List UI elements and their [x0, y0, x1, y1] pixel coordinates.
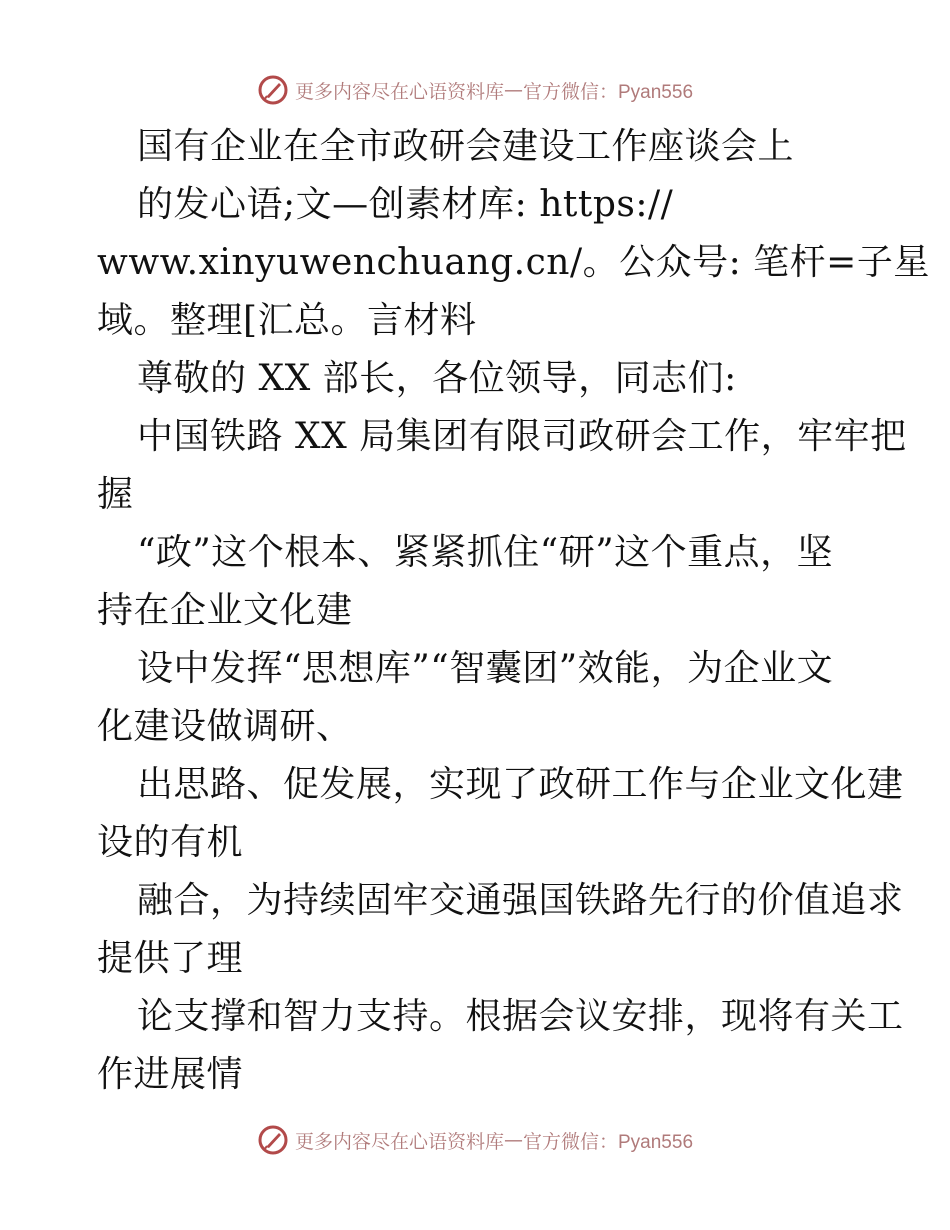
body-line: www.xinyuwenchuang.cn/。公众号: 笔杆=子星 — [97, 242, 930, 283]
body-line: 握 — [97, 474, 134, 515]
body-line: 作进展情 — [97, 1054, 244, 1095]
body-line: 尊敬的 XX 部长，各位领导，同志们: — [137, 358, 737, 399]
quill-logo-icon — [257, 1124, 289, 1156]
footer-banner — [0, 1120, 950, 1160]
body-line: 论支撑和智力支持。根据会议安排，现将有关工 — [137, 996, 904, 1037]
body-line: “政”这个根本、紧紧抓住“研”这个重点，坚 — [137, 532, 834, 573]
banner-text: 更多内容尽在心语资料库 — [294, 80, 504, 103]
quill-logo-icon — [257, 74, 289, 106]
body-line: 融合，为持续固牢交通强国铁路先行的价值追求 — [137, 880, 904, 921]
body-line: 持在企业文化建 — [97, 590, 353, 631]
body-line: 出思路、促发展，实现了政研工作与企业文化建 — [137, 764, 904, 805]
body-line: 设中发挥“思想库”“智囊团”效能，为企业文 — [137, 648, 834, 689]
header-banner — [0, 70, 950, 110]
banner-separator: — — [504, 1129, 523, 1151]
banner-wechat: 官方微信：Pyan556 — [523, 81, 694, 103]
body-line: 提供了理 — [97, 938, 244, 979]
body-line: 化建设做调研、 — [97, 706, 353, 747]
body-line: 中国铁路 XX 局集团有限司政研会工作，牢牢把 — [137, 416, 907, 457]
banner-text: 更多内容尽在心语资料库 — [294, 1130, 504, 1153]
body-line: 域。整理[汇总。言材料 — [97, 300, 477, 341]
body-line: 设的有机 — [97, 822, 244, 863]
banner-separator: — — [504, 79, 523, 101]
body-line: 国有企业在全市政研会建设工作座谈会上 — [137, 126, 795, 167]
body-line: 的发心语;文—创素材库: https:// — [137, 184, 674, 225]
banner-wechat: 官方微信：Pyan556 — [523, 1131, 694, 1153]
document-body — [97, 118, 930, 1104]
